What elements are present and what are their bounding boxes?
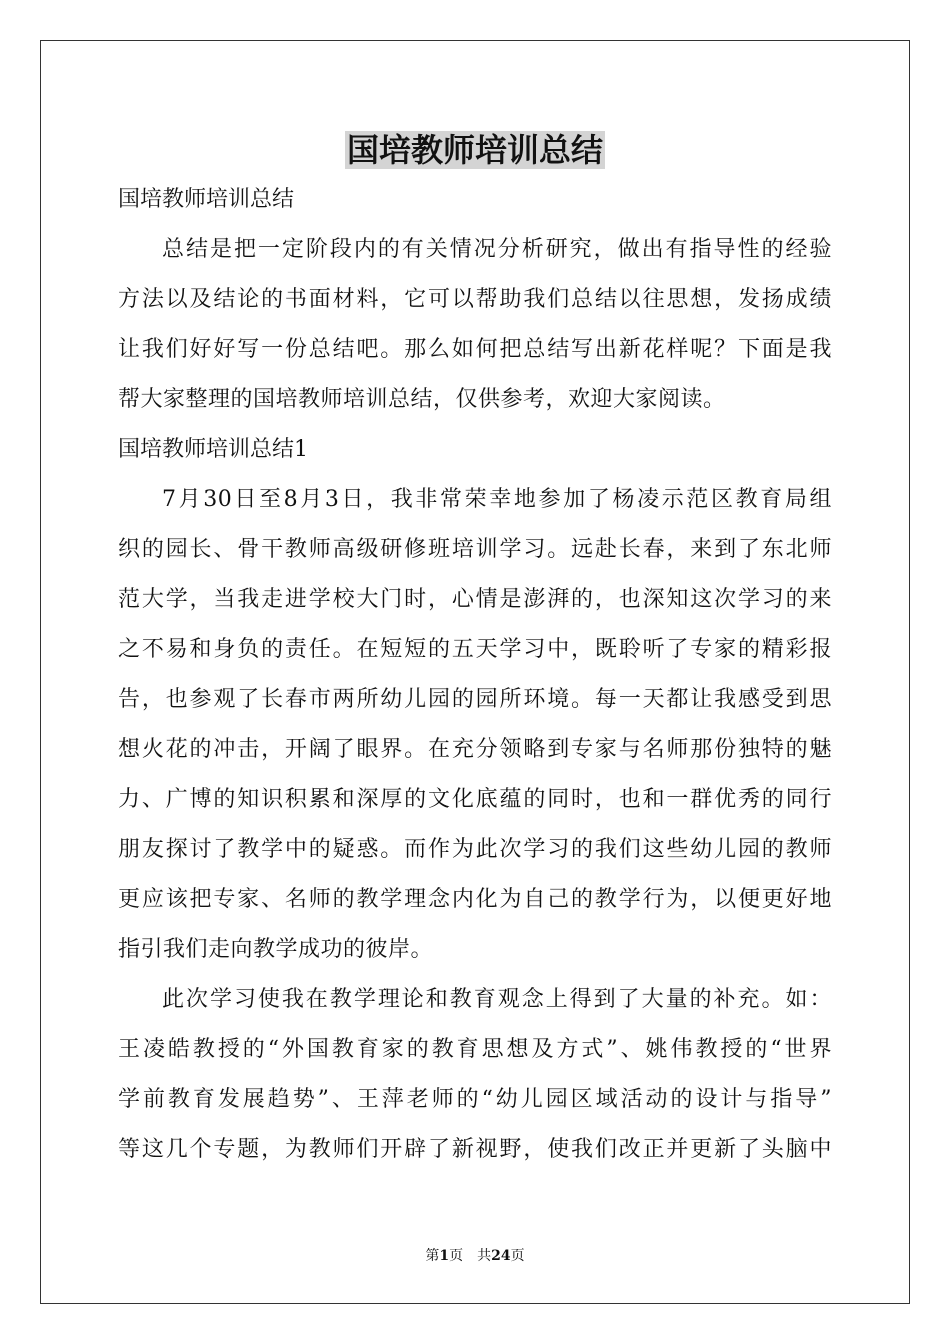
footer-prefix: 第 [425, 1248, 440, 1264]
paragraph-line: 范大学，当我走进学校大门时，心情是澎湃的，也深知这次学习的来 [118, 587, 832, 612]
page-footer [0, 1247, 950, 1265]
paragraph-line: 告，也参观了长春市两所幼儿园的园所环境。每一天都让我感受到思 [118, 687, 832, 712]
paragraph-line: 之不易和身负的责任。在短短的五天学习中，既聆听了专家的精彩报 [118, 637, 832, 662]
paragraph-line: 王凌皓教授的“外国教育家的教育思想及方式”、姚伟教授的“世界 [118, 1037, 832, 1062]
paragraph-line: 力、广博的知识积累和深厚的文化底蕴的同时，也和一群优秀的同行 [118, 787, 832, 812]
paragraph-line: 帮大家整理的国培教师培训总结，仅供参考，欢迎大家阅读。 [118, 387, 726, 412]
paragraph-line: 织的园长、骨干教师高级研修班培训学习。远赴长春，来到了东北师 [118, 537, 832, 562]
footer-mid: 页 共 [449, 1248, 492, 1264]
paragraph-line: 方法以及结论的书面材料，它可以帮助我们总结以往思想，发扬成绩 [118, 287, 832, 312]
document-subtitle: 国培教师培训总结 [118, 187, 295, 212]
paragraph-line: 总结是把一定阶段内的有关情况分析研究，做出有指导性的经验 [162, 237, 832, 262]
paragraph-line: 指引我们走向教学成功的彼岸。 [118, 937, 434, 962]
document-title [0, 128, 950, 172]
footer-current-page: 1 [439, 1248, 450, 1264]
paragraph-line: 等这几个专题，为教师们开辟了新视野，使我们改正并更新了头脑中 [118, 1137, 832, 1162]
footer-suffix: 页 [510, 1248, 525, 1264]
document-title-text: 国培教师培训总结 [346, 131, 603, 169]
paragraph-line: 想火花的冲击，开阔了眼界。在充分领略到专家与名师那份独特的魅 [118, 737, 832, 762]
paragraph-line: 朋友探讨了教学中的疑惑。而作为此次学习的我们这些幼儿园的教师 [118, 837, 832, 862]
paragraph-line: 学前教育发展趋势”、王萍老师的“幼儿园区域活动的设计与指导” [118, 1087, 832, 1112]
paragraph-line: 此次学习使我在教学理论和教育观念上得到了大量的补充。如： [162, 987, 832, 1012]
paragraph-line: 7月30日至8月3日，我非常荣幸地参加了杨凌示范区教育局组 [162, 487, 832, 512]
paragraph-line: 更应该把专家、名师的教学理念内化为自己的教学行为，以便更好地 [118, 887, 832, 912]
footer-total-pages: 24 [491, 1248, 511, 1264]
paragraph-line: 让我们好好写一份总结吧。那么如何把总结写出新花样呢？下面是我 [118, 337, 832, 362]
section-heading: 国培教师培训总结1 [118, 437, 308, 462]
